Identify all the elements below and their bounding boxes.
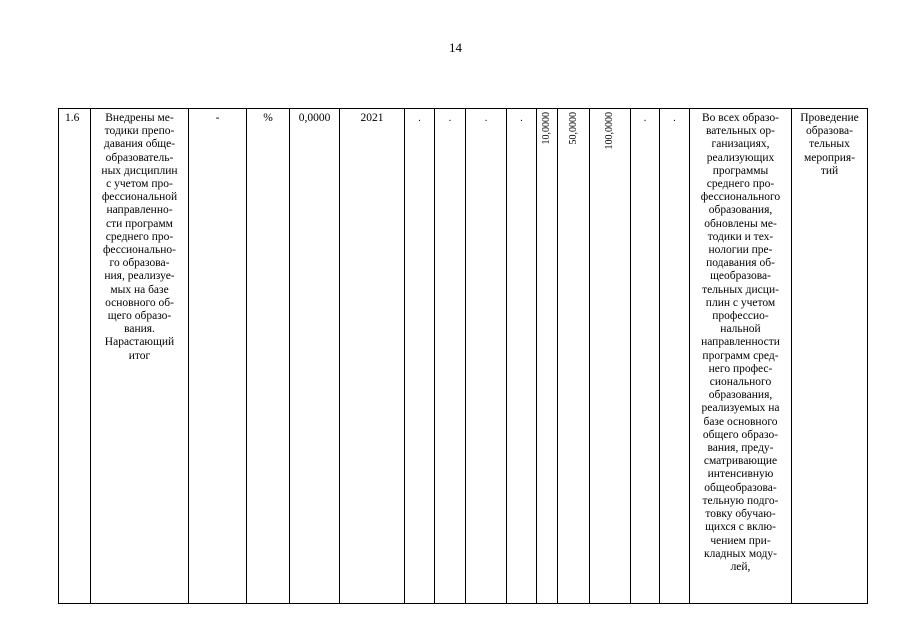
expected-result: Во всех образо- вательных ор- ганизациях, реализующих программы среднего про- фессионального образования, обновлены ме- тодики и тех- нологии пре- подавания об- щеобразова- тельных дисци- плин с учетом профессио- нальной направленности программ сред- него профес- сионального образования, реализуемых на базе основного общего образо- вания, преду- сматривающие интенсивную общеобразова- тельную подго- товку обучаю- щихся с вклю- чением при- кладных моду- лей, (690, 109, 792, 604)
value-2025: 50,0000 (567, 112, 579, 145)
base-value-cell: 0,0000 (290, 109, 340, 604)
year-value-cell (590, 109, 631, 604)
year-value-cell (558, 109, 590, 604)
value-2026: 100,0000 (604, 112, 615, 150)
row-number: 1.6 (59, 109, 91, 604)
year-value-cell: . (466, 109, 507, 604)
year-value-cell: . (660, 109, 690, 604)
value-2024: 10,0000 (541, 112, 552, 145)
document-table (58, 108, 868, 604)
base-year-cell: 2021 (340, 109, 405, 604)
year-value-cell: . (405, 109, 435, 604)
year-value-cell: . (507, 109, 537, 604)
table-row (59, 109, 868, 604)
year-value-cell: . (435, 109, 466, 604)
unit-cell: % (247, 109, 290, 604)
event-description: Проведение образова- тельных мероприя- тий (792, 109, 868, 604)
page-number: 14 (449, 40, 462, 55)
year-value-cell: . (631, 109, 660, 604)
indicator-dash: - (189, 109, 247, 604)
year-value-cell (537, 109, 558, 604)
indicator-description: Внедрены ме- тодики препо- давания обще- образователь- ных дисциплин с учетом про- фессиональной направленно- сти программ среднего про- фессионально- го образова- ния, реализуе- мых на базе основного об- щего образо- вания. Нарастающий итог (91, 109, 189, 604)
